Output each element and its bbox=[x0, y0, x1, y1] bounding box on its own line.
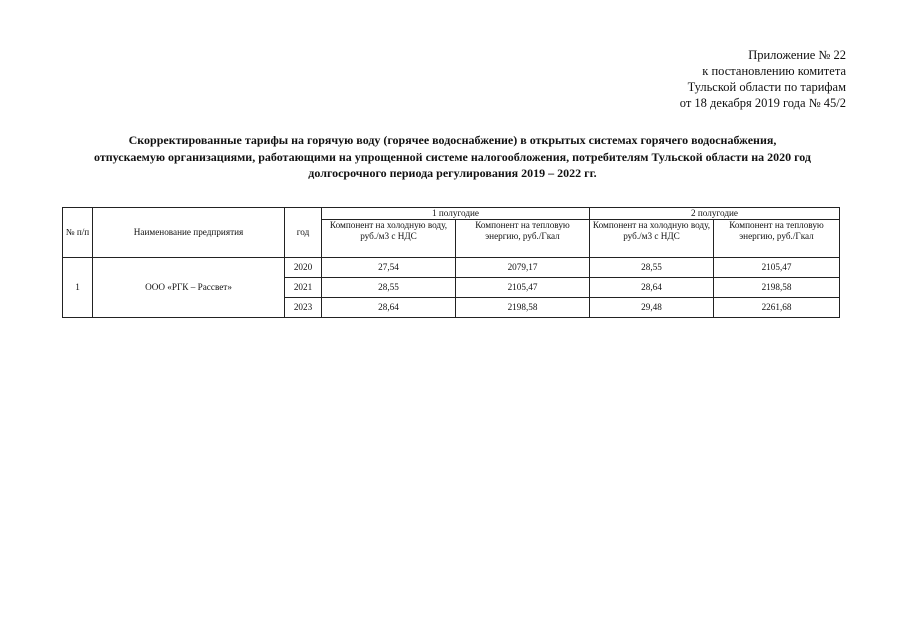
title-line-3: долгосрочного периода регулирования 2019 – 2022 гг. bbox=[308, 166, 597, 180]
appendix-date: от 18 декабря 2019 года № 45/2 bbox=[679, 96, 846, 110]
header-company-name: Наименование предприятия bbox=[93, 208, 285, 258]
cell-year: 2023 bbox=[285, 298, 322, 318]
company-num: 1 bbox=[63, 258, 93, 318]
cell-h1-cold: 28,64 bbox=[322, 298, 456, 318]
appendix-resolution: к постановлению комитета bbox=[702, 64, 846, 78]
appendix-committee: Тульской области по тарифам bbox=[687, 80, 846, 94]
appendix-number: Приложение № 22 bbox=[748, 48, 846, 62]
cell-h2-cold: 28,64 bbox=[590, 278, 714, 298]
cell-h1-heat: 2198,58 bbox=[456, 298, 590, 318]
cell-h1-cold: 28,55 bbox=[322, 278, 456, 298]
cell-h2-heat: 2261,68 bbox=[714, 298, 840, 318]
cell-h2-cold: 29,48 bbox=[590, 298, 714, 318]
header-h1-heat-energy: Компонент на тепловую энергию, руб./Гкал bbox=[456, 220, 590, 258]
appendix-block bbox=[680, 47, 846, 111]
header-half-2: 2 полугодие bbox=[590, 208, 840, 220]
header-row-1 bbox=[63, 208, 840, 220]
cell-h2-cold: 28,55 bbox=[590, 258, 714, 278]
cell-h1-heat: 2079,17 bbox=[456, 258, 590, 278]
cell-h2-heat: 2198,58 bbox=[714, 278, 840, 298]
table-row bbox=[63, 258, 840, 278]
title-line-1: Скорректированные тарифы на горячую воду (горячее водоснабжение) в открытых системах горячего водоснабжения, bbox=[128, 133, 777, 147]
cell-h1-heat: 2105,47 bbox=[456, 278, 590, 298]
header-num: № п/п bbox=[63, 208, 93, 258]
document-title bbox=[60, 132, 845, 182]
tariff-table bbox=[62, 207, 840, 318]
header-half-1: 1 полугодие bbox=[322, 208, 590, 220]
cell-year: 2020 bbox=[285, 258, 322, 278]
title-line-2: отпускаемую организациями, работающими на упрощенной системе налогообложения, потребителям Тульской области на 2020 год bbox=[94, 149, 811, 164]
company-name: ООО «РГК – Рассвет» bbox=[93, 258, 285, 318]
cell-h2-heat: 2105,47 bbox=[714, 258, 840, 278]
header-h2-cold-water: Компонент на холодную воду, руб./м3 с НДС bbox=[590, 220, 714, 258]
header-year: год bbox=[285, 208, 322, 258]
cell-h1-cold: 27,54 bbox=[322, 258, 456, 278]
header-h2-heat-energy: Компонент на тепловую энергию, руб./Гкал bbox=[714, 220, 840, 258]
cell-year: 2021 bbox=[285, 278, 322, 298]
header-h1-cold-water: Компонент на холодную воду, руб./м3 с НДС bbox=[322, 220, 456, 258]
